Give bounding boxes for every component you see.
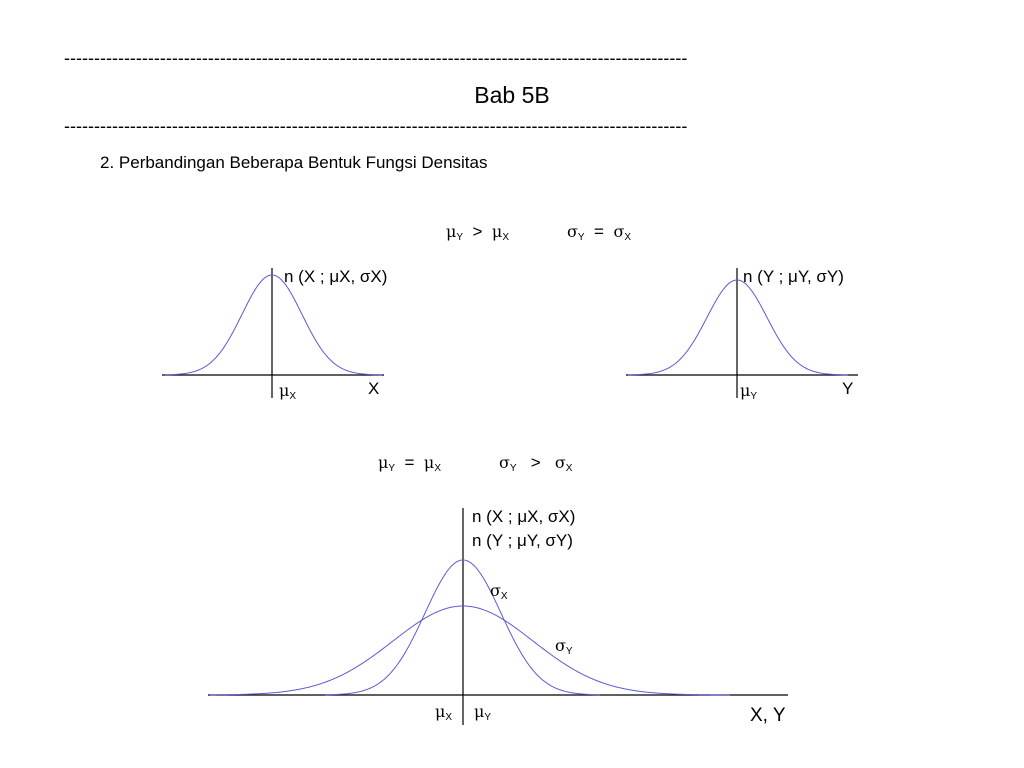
mu-symbol: μ: [491, 222, 503, 241]
right-curve-label: n (Y ; μY, σY): [743, 267, 844, 286]
page-title: Bab 5B: [474, 82, 550, 108]
sigma-x-label: $\sigma_X$: [490, 581, 508, 602]
left-mean-label: $\mu_X$: [279, 381, 297, 402]
mu-symbol: μ: [446, 222, 457, 241]
left-density-curve: [165, 275, 382, 375]
case1-sigma-condition: $\sigma_Y = \sigma_X$: [567, 222, 632, 243]
case2-mean-x-label: $\mu_X$: [435, 702, 453, 723]
case2-curve-label-x: n (X ; μX, σX): [472, 507, 576, 526]
case2-curve-label-y: n (Y ; μY, σY): [472, 531, 573, 550]
sigma-y-label: $\sigma_Y$: [555, 636, 573, 657]
case2-sigma-condition: $\sigma_Y$ > $\sigma_X$: [499, 453, 573, 474]
case2-mean-condition: $\mu_Y = \mu_X$: [378, 453, 441, 474]
left-curve-label: n (X ; μX, σX): [284, 267, 388, 286]
sigma-symbol: σ: [567, 222, 578, 241]
top-divider: --------------------------------------------------------------------------------------------------------: [64, 48, 688, 68]
case1-mean-condition: $\mu_Y > \mu_X$: [446, 222, 509, 243]
right-mean-label: $\mu_Y$: [740, 381, 758, 402]
left-axis-label: X: [368, 379, 380, 398]
section-subtitle: 2. Perbandingan Beberapa Bentuk Fungsi Densitas: [100, 153, 488, 172]
right-axis-label: Y: [842, 379, 854, 398]
right-density-curve: [628, 280, 848, 375]
case2-mean-y-label: $\mu_Y$: [474, 702, 492, 723]
bottom-divider: --------------------------------------------------------------------------------------------------------: [64, 116, 688, 136]
case2-axis-label: X, Y: [750, 705, 786, 726]
sigma-symbol: σ: [613, 222, 625, 241]
wide-density-curve: [210, 606, 730, 695]
